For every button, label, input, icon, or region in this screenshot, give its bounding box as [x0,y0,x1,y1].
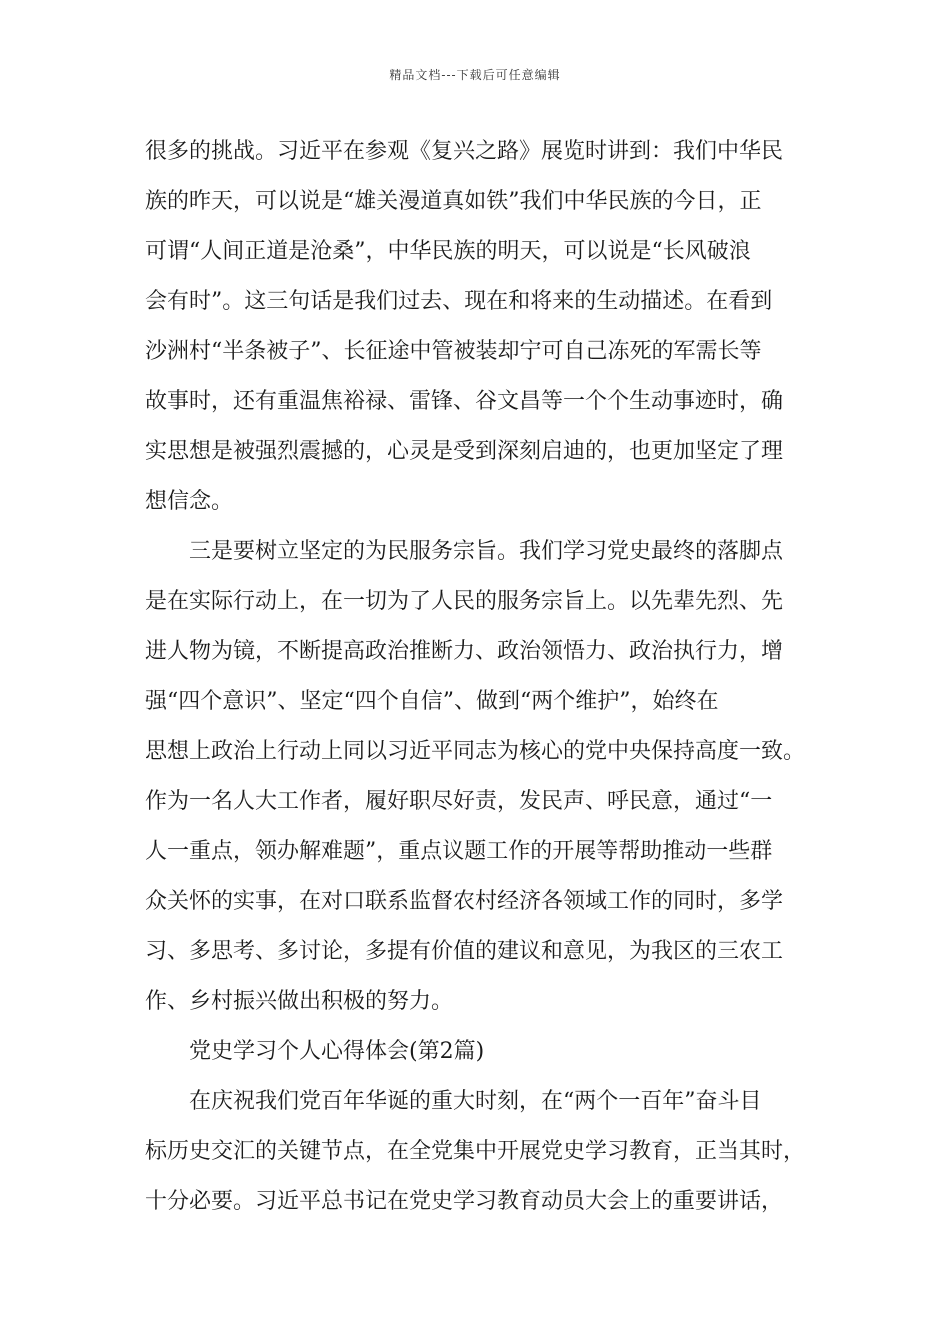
text-line: 可谓“人间正道是沧桑”，中华民族的明天，可以说是“长风破浪 [145,239,751,264]
text-line: 十分必要。习近平总书记在党史学习教育动员大会上的重要讲话， [145,1189,784,1214]
page-header: 精品文档---下载后可任意编辑 [389,68,561,82]
text-line: 作、乡村振兴做出积极的努力。 [145,989,454,1014]
text-line: 思想上政治上行动上同以习近平同志为核心的党中央保持高度一致。 [145,739,806,764]
text-line: 习、多思考、多讨论，多提有价值的建议和意见，为我区的三农工 [145,939,784,964]
text-line: 标历史交汇的关键节点，在全党集中开展党史学习教育，正当其时， [145,1139,806,1164]
text-line: 很多的挑战。习近平在参观《复兴之路》展览时讲到：我们中华民 [145,139,784,164]
text-line: 故事时，还有重温焦裕禄、雷锋、谷文昌等一个个生动事迹时，确 [145,389,784,414]
text-line: 进人物为镜，不断提高政治推断力、政治领悟力、政治执行力，增 [145,639,784,664]
text-line: 是在实际行动上，在一切为了人民的服务宗旨上。以先辈先烈、先 [145,589,784,614]
text-line: 实思想是被强烈震撼的，心灵是受到深刻启迪的，也更加坚定了理 [145,439,784,464]
paragraph-start-line: 在庆祝我们党百年华诞的重大时刻，在“两个一百年”奋斗目 [189,1089,762,1114]
text-line: 作为一名人大工作者，履好职尽好责，发民声、呼民意，通过“一 [145,789,773,814]
paragraph-start-line: 三是要树立坚定的为民服务宗旨。我们学习党史最终的落脚点 [189,539,784,564]
text-line: 族的昨天，可以说是“雄关漫道真如铁”我们中华民族的今日，正 [145,189,762,214]
text-line: 沙洲村“半条被子”、长征途中管被装却宁可自己冻死的军需长等 [145,339,762,364]
document-body [145,127,805,1227]
text-line: 强“四个意识”、坚定“四个自信”、做到“两个维护”，始终在 [145,689,719,714]
text-line: 众关怀的实事，在对口联系监督农村经济各领域工作的同时，多学 [145,889,784,914]
text-line: 会有时”。这三句话是我们过去、现在和将来的生动描述。在看到 [145,289,773,314]
text-line: 想信念。 [145,489,234,514]
text-line: 人一重点，领办解难题”，重点议题工作的开展等帮助推动一些群 [145,839,773,864]
section-title: 党史学习个人心得体会(第2篇) [189,1039,485,1064]
